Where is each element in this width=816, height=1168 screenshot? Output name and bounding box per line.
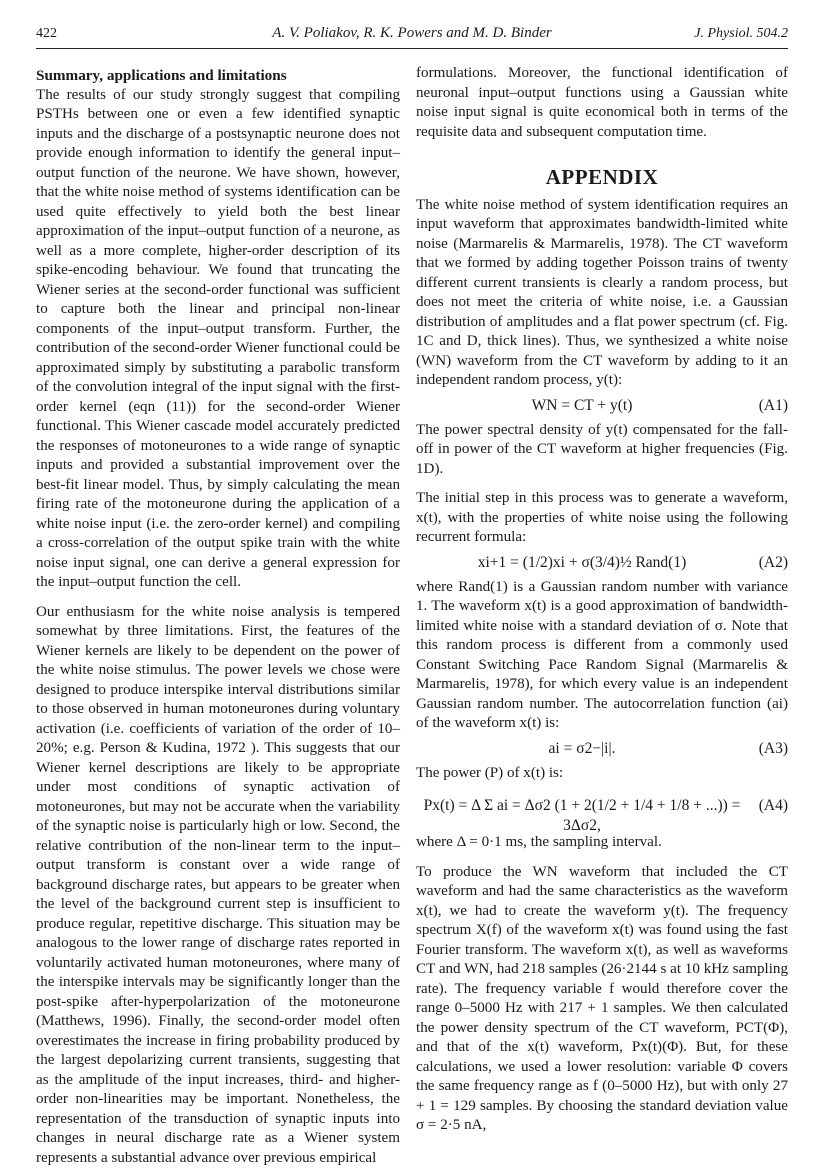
equation-a3 xyxy=(416,734,788,764)
left-column xyxy=(36,64,400,1168)
appendix-paragraph-3: The initial step in this process was to generate a waveform, x(t), with the properties of white noise using the following recurrent formula: xyxy=(416,489,788,548)
appendix-paragraph-1: The white noise method of system identification requires an input waveform that approximates bandwidth-limited white noise (Marmarelis & Marmarelis, 1978). The CT waveform that we formed by adding together Poisson trains of twenty different current transients is clearly a random process, but does not meet the criteria of white noise, i.e. a Gaussian distribution of amplitudes and a flat power spectrum (cf. Fig. 1C and D, thick lines). Thus, we synthesized a white noise (WN) waveform from the CT waveform by adding to it an independent random process, y(t): xyxy=(416,196,788,391)
limitations-paragraph: Our enthusiasm for the white noise analysis is tempered somewhat by three limitations. First, the features of the Wiener kernels are likely to be dependent on the power of the white noise stimulus. The power levels we chose were designed to produce interspike interval distributions similar to those observed in human motoneurones during voluntary activation (i.e. coefficients of variation of the order of 10–20%; e.g. Person & Kudina, 1972 ). This suggests that our Wiener kernel descriptions are likely to be appropriate under most conditions of synaptic activation of motoneurones, but may not be accurate when the variability of the synaptic noise is particularly high or low. Second, the relative contribution of the non-linear term to the input–output transform is constant over a wide range of background discharge rates, but appears to be greater when the level of the background current step is insufficient to produce regular, repetitive discharge. This situation may be analogous to the lower range of discharge rates reported in voluntarily activated human motoneurones, where many of the interspike intervals may be significantly longer than the post-spike after-hyperpolarization of the motoneurone (Matthews, 1996). Finally, the second-order model often overestimates the increase in firing probability produced by the largest depolarizing current transients, suggesting that as the amplitude of the input increases, third- and higher-order non-linearities may be important. Nonetheless, the representation of the transduction of synaptic inputs into changes in neural discharge rate as a Wiener system represents a substantial advance over previous empirical xyxy=(36,603,400,1168)
running-head-authors: A. V. Poliakov, R. K. Powers and M. D. Binder xyxy=(36,25,788,42)
journal-citation: J. Physiol. 504.2 xyxy=(694,26,788,42)
equation-a2-number: (A2) xyxy=(759,553,788,573)
equation-a4 xyxy=(416,783,788,831)
appendix-title: APPENDIX xyxy=(416,168,788,188)
equation-a4-body: Px(t) = Δ Σ ai = Δσ2 (1 + 2(1/2 + 1/4 + 1/8 + ...)) = 3Δσ2, xyxy=(416,796,748,835)
page-number: 422 xyxy=(36,26,57,42)
equation-a2-body: xi+1 = (1/2)xi + σ(3/4)½ Rand(1) xyxy=(416,553,748,573)
section-heading: Summary, applications and limitations xyxy=(36,66,400,86)
equation-a2 xyxy=(416,548,788,578)
equation-a1 xyxy=(416,391,788,421)
equation-a1-body: WN = CT + y(t) xyxy=(416,396,748,416)
equation-a4-number: (A4) xyxy=(759,796,788,816)
equation-a3-number: (A3) xyxy=(759,739,788,759)
continuation-paragraph: formulations. Moreover, the functional identification of neuronal input–output functions using a Gaussian white noise input signal is quite economical both in terms of the requisite data and subsequent computation time. xyxy=(416,64,788,142)
appendix-paragraph-2: The power spectral density of y(t) compensated for the fall-off in power of the CT waveform at higher frequencies (Fig. 1D). xyxy=(416,421,788,480)
summary-paragraph: The results of our study strongly suggest that compiling PSTHs between one or even a few identified synaptic inputs and the discharge of a postsynaptic neurone does not provide enough information to identify the general input–output function of the neurone. We have shown, however, that the white noise method of systems identification can be used quite effectively to yield both the best linear approximation of the input–output function of a neurone, as well as a more complete, higher-order description of its spike-encoding behaviour. We found that truncating the Wiener series at the second-order functional was sufficient to capture both the linear and principal non-linear components of the input–output transform. Further, the contribution of the second-order Wiener functional could be approximated simply by substituting a parabolic transform of the convolution integral of the input signal with the first-order kernel (eqn (11)) for the second-order Wiener functional. This Wiener cascade model accurately predicted the responses of motoneurones to a wide range of synaptic inputs and provided a substantial improvement over the best-fit linear model. Thus, by simply calculating the mean firing rate of the motoneurone during the application of a white noise input (i.e. the zero-order kernel) and compiling a cross-correlation of the output spike train with the white noise input signal, one can derive a general expression for the input–output function the cell. xyxy=(36,86,400,593)
appendix-paragraph-6: where Δ = 0·1 ms, the sampling interval. xyxy=(416,833,788,853)
appendix-paragraph-4: where Rand(1) is a Gaussian random number with variance 1. The waveform x(t) is a good approximation of bandwidth-limited white noise with a standard deviation of σ. Note that this random process is different from a commonly used Constant Switching Pace Random Signal (Marmarelis & Marmarelis, 1978), for which every value is an independent Gaussian random number. The autocorrelation function (ai) of the waveform x(t) is: xyxy=(416,578,788,734)
appendix-paragraph-5: The power (P) of x(t) is: xyxy=(416,764,788,784)
right-column xyxy=(416,64,788,1136)
running-header xyxy=(36,24,788,46)
equation-a3-body: ai = σ2−|i|. xyxy=(416,739,748,759)
appendix-paragraph-7: To produce the WN waveform that included the CT waveform and had the same characteristics as the waveform x(t), we had to create the waveform y(t). The frequency spectrum X(f) of the waveform x(t) was found using the fast Fourier transform. The waveform x(t), as well as waveforms CT and WN, had 218 samples (26·2144 s at 10 kHz sampling rate). The frequency variable f would therefore cover the range 0–5000 Hz with 217 + 1 samples. We then calculated the power density spectrum of the CT waveform, PCT(Φ), and that of the x(t) waveform, Px(t)(Φ). But, for these calculations, we used a lower resolution: variable Φ covers the same frequency range as f (0–5000 Hz), but with only 27 + 1 = 129 samples. By choosing the standard deviation value σ = 2·5 nA, xyxy=(416,863,788,1136)
header-rule xyxy=(36,48,788,49)
equation-a1-number: (A1) xyxy=(759,396,788,416)
